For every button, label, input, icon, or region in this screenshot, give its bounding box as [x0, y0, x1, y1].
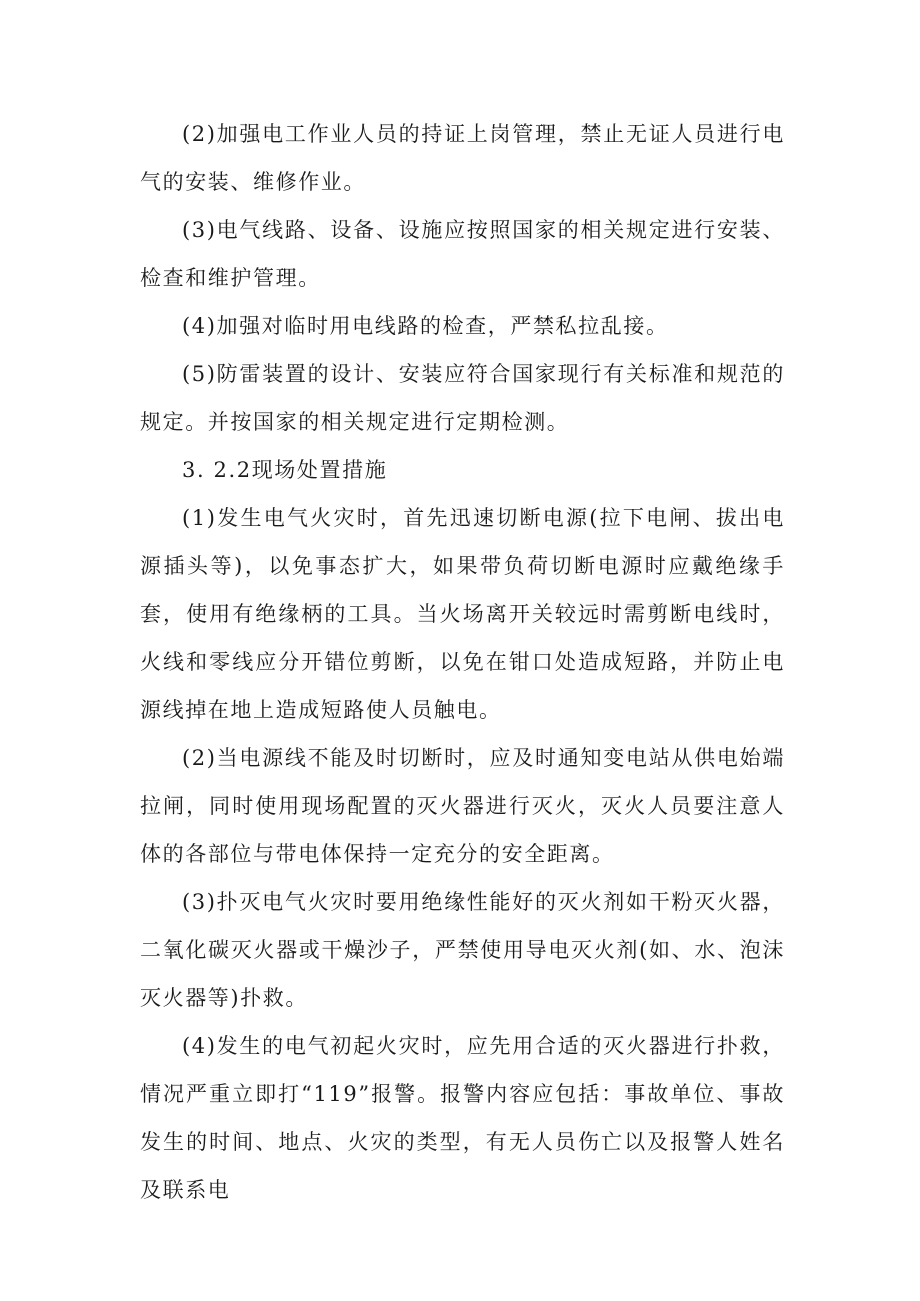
paragraph-prevent-2: (2)加强电工作业人员的持证上岗管理，禁止无证人员进行电气的安装、维修作业。	[140, 122, 785, 194]
paragraph-prevent-3: (3)电气线路、设备、设施应按照国家的相关规定进行安装、检查和维护管理。	[140, 218, 785, 290]
paragraph-prevent-5: (5)防雷装置的设计、安装应符合国家现行有关标准和规范的规定。并按国家的相关规定进行定期检测。	[140, 362, 785, 434]
paragraph-measure-3: (3)扑灭电气火灾时要用绝缘性能好的灭火剂如干粉灭火器，二氧化碳灭火器或干燥沙子，严禁使用导电灭火剂(如、水、泡沫灭火器等)扑救。	[140, 890, 785, 1010]
paragraph-prevent-4: (4)加强对临时用电线路的检查，严禁私拉乱接。	[182, 314, 669, 338]
paragraph-measure-4: (4)发生的电气初起火灾时，应先用合适的灭火器进行扑救，情况严重立即打“119”报警。报警内容应包括：事故单位、事故发生的时间、地点、火灾的类型，有无人员伤亡以及报警人姓名及联系电	[140, 1034, 785, 1202]
paragraph-measure-1: (1)发生电气火灾时，首先迅速切断电源(拉下电闸、拔出电源插头等)，以免事态扩大，如果带负荷切断电源时应戴绝缘手套，使用有绝缘柄的工具。当火场离开关较远时需剪断电线时，火线和零线应分开错位剪断，以免在钳口处造成短路，并防止电源线掉在地上造成短路使人员触电。	[140, 506, 785, 722]
document-body	[140, 110, 785, 1214]
paragraph-measure-2: (2)当电源线不能及时切断时，应及时通知变电站从供电始端拉闸，同时使用现场配置的灭火器进行灭火，灭火人员要注意人体的各部位与带电体保持一定充分的安全距离。	[140, 746, 785, 866]
section-heading: 3. 2.2现场处置措施	[182, 458, 388, 482]
